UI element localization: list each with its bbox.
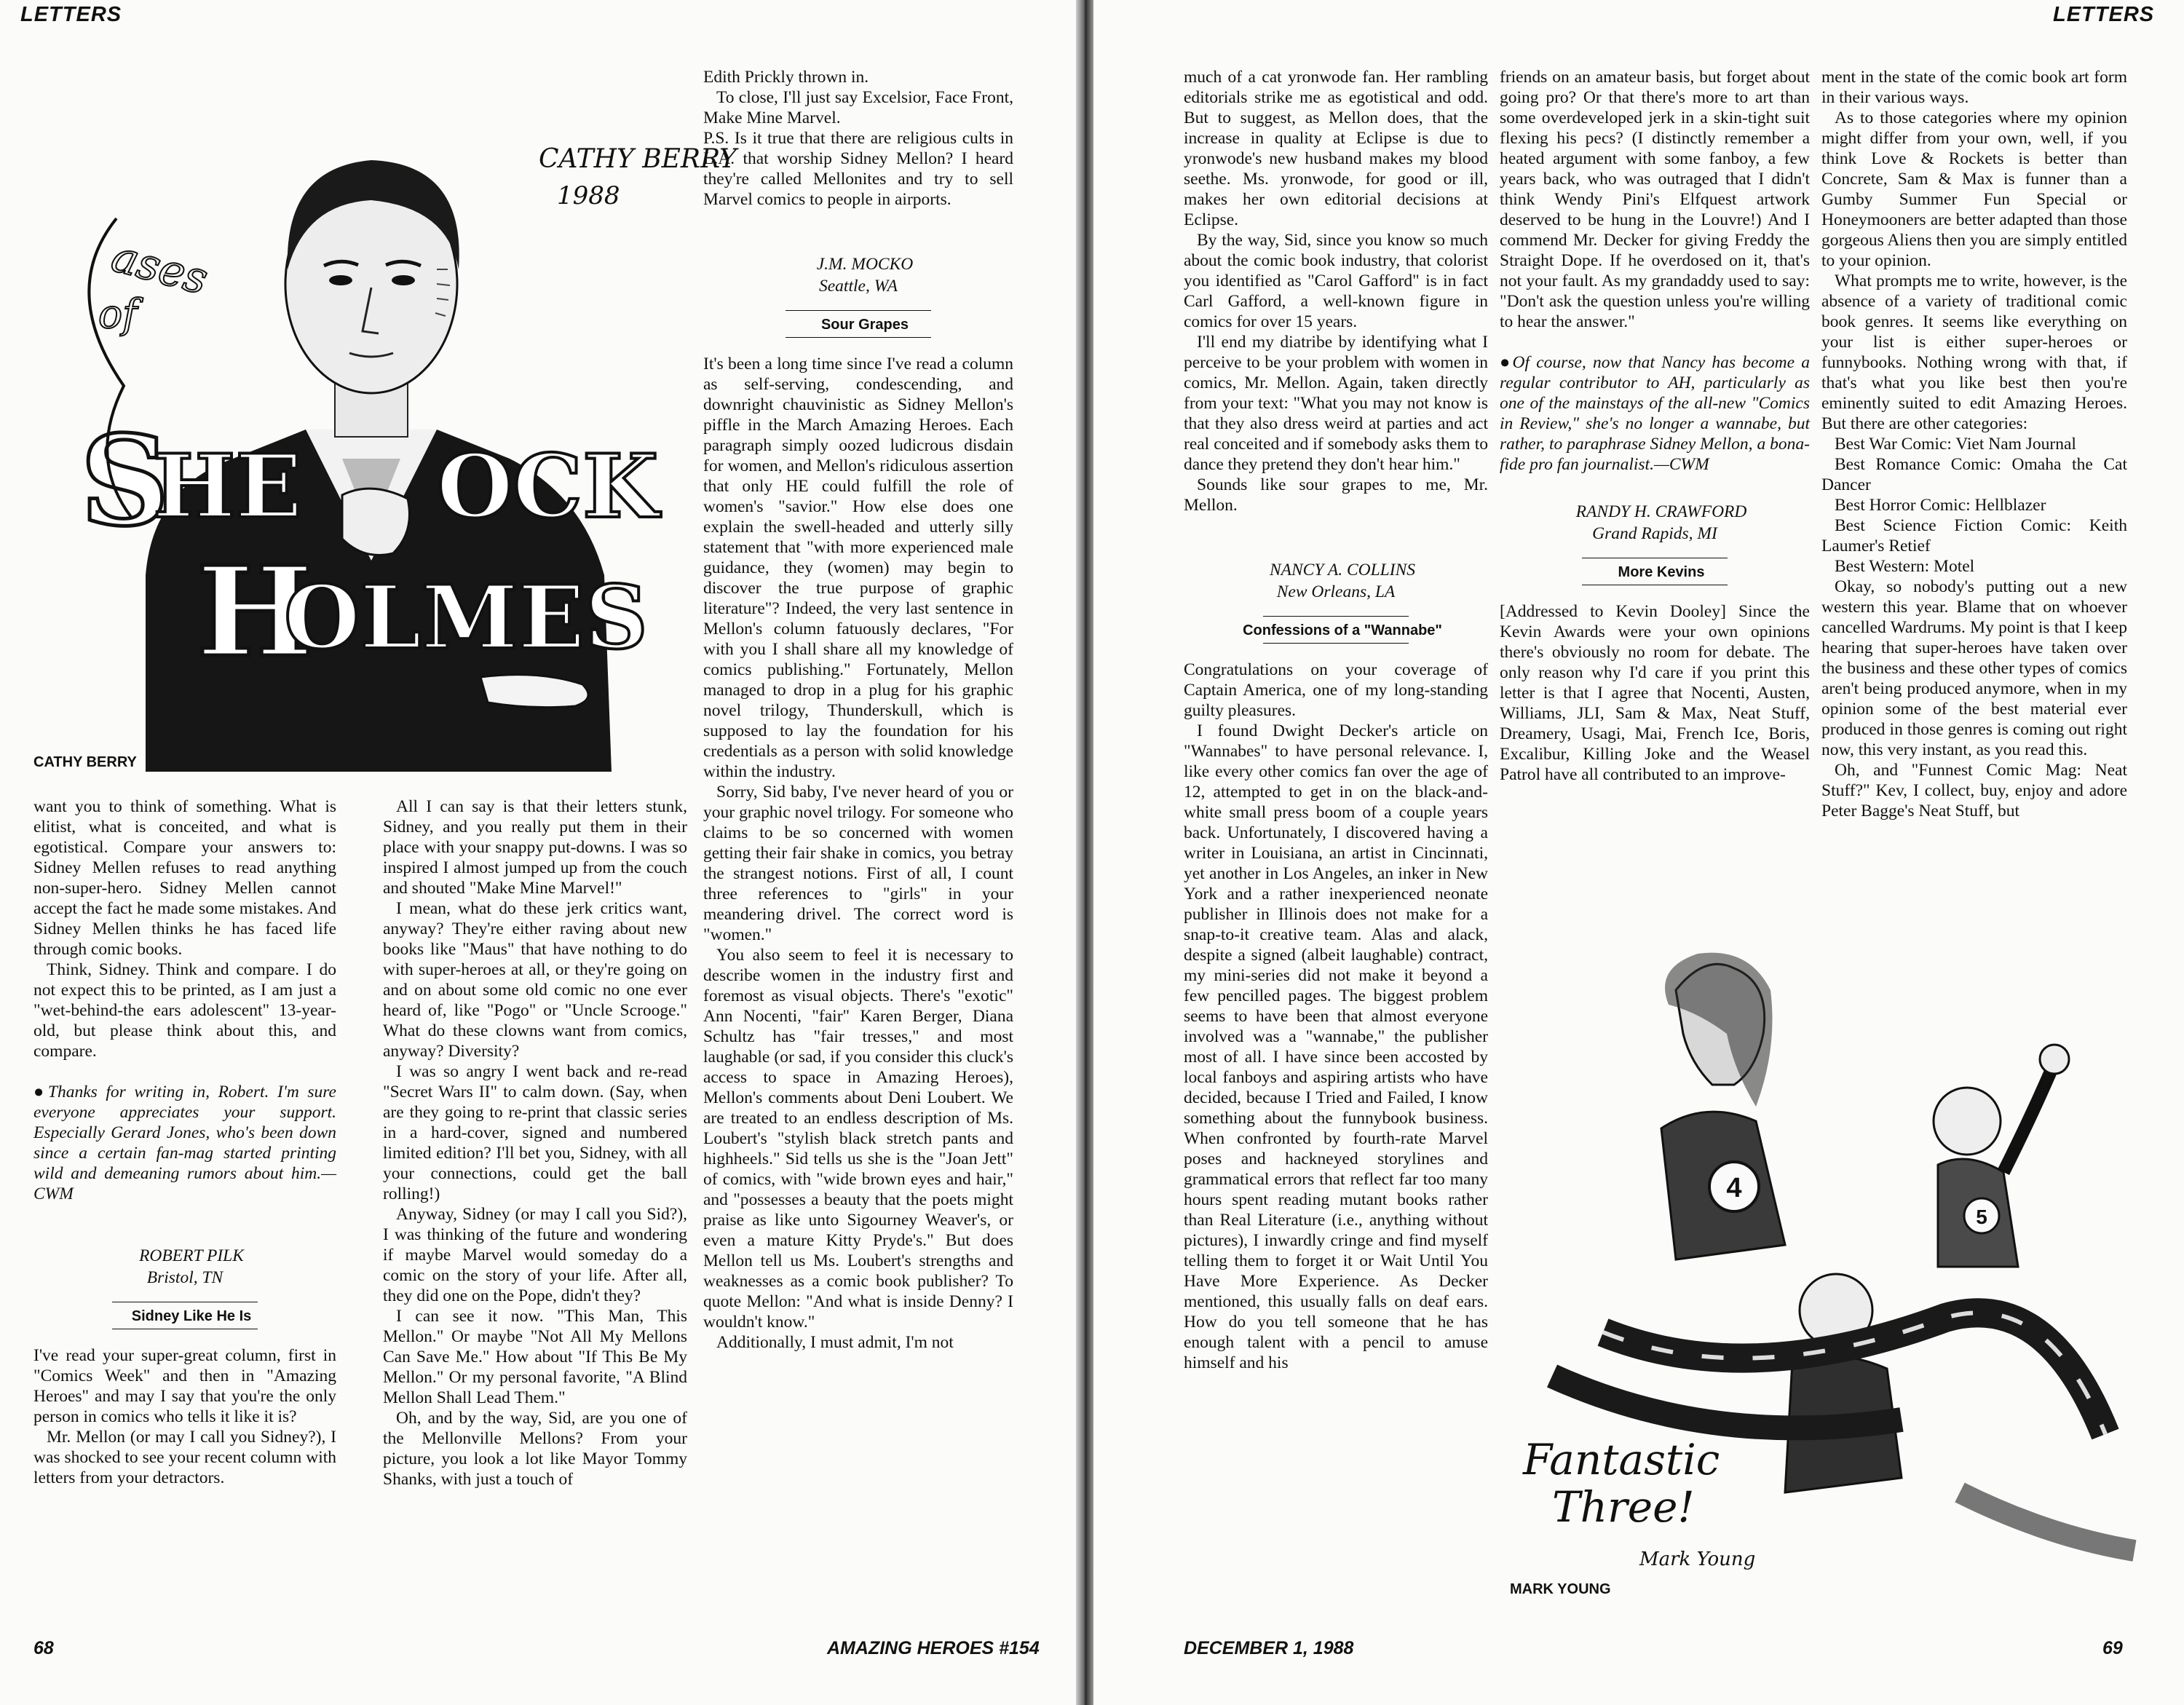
paragraph: By the way, Sid, since you know so much about the comic book industry, that colorist you identified as "Carol Gafford" is in fact Carl Gafford, a well-known figure in comics for over 15 years. [1184,231,1488,331]
svg-text:OLMES: OLMES [284,566,648,669]
paragraph: As to those categories where my opinion might differ from your own, well, if you think Love & Rockets is better than Concrete, Sam & Max is funner than a Gumby Summer Fun Special or Honeymooners are better adapted than those gorgeous Aliens then you are simply entitled to your opinion. [1821,108,2127,270]
signature-name: ROBERT PILK [139,1246,244,1265]
svg-text:HE: HE [153,435,302,538]
badge-4: 4 [1726,1173,1742,1203]
book-gutter [1076,0,1093,1705]
left-page-header: LETTERS [20,3,122,26]
paragraph: To close, I'll just say Excelsior, Face Front, Make Mine Marvel. [703,88,1013,127]
svg-text:H: H [197,539,314,685]
paragraph: [Addressed to Kevin Dooley] Since the Kevin Awards were your own opinions there's obviously no room for debate. The only reason why I'd care if you print this letter is that I agree that Nocenti, Austen, Williams, JLI, Sam & Max, Neat Stuff, Dreamery, Usagi, Mai, French Ice, Boris, Excalibur, Killing Joke and the Weasel Patrol have all contributed to an improve- [1500,602,1810,784]
paragraph: You also seem to feel it is necessary to describe women in the industry first and foremost as visual objects. There's "exotic" Ann Nocenti, "fair" Karen Berger, Diana Schultz has "fair tresses," and most laughable (or sad, if you consider this cluck's access to space in Amazing Heroes), Mellon's comments about Deni Loubert. We are treated to an endless description of Ms. Loubert's "stylish black stretch pants and highheels." Sid tells us she is the "Joan Jett" of comics, with "wide brown eyes and hair," and "possesses a beauty that the poets might praise as like unto Sigourney Weaver's, or even a mature Kitty Pryde's." But does Mellon tell us Ms. Loubert's strengths and weaknesses as a comic book publisher? To quote Mellon: "And what is inside Denny? I wouldn't know." [703,946,1013,1332]
paragraph: I've read your super-great column, first in "Comics Week" and then in "Amazing Heroes" and may I say that you're the only person in comics who tells it like it is? [33,1346,336,1426]
paragraph: much of a cat yronwode fan. Her rambling editorials strike me as egotistical and odd. But to suggest, as Mellon does, that the increase in quality at Eclipse is due to yronwode's new husband makes my blood seethe. Ms. yronwode, for good or ill, makes her own editorial decisions at Eclipse. [1184,68,1488,229]
paragraph: What prompts me to write, however, is the absence of a variety of traditional comic book genres. It seems like everything on your list is either super-heroes or funnybooks. Nothing wrong with that, if that's what you like best then you're eminently suited to edit Amazing Heroes. But there are other categories: [1821,272,2127,433]
genre-item: Best Science Fiction Comic: Keith Laumer's Retief [1821,516,2127,555]
art-signature: Mark Young [1639,1548,1756,1570]
letter-signature [703,253,1013,297]
paragraph: Edith Prickly thrown in. [703,68,869,87]
postscript: P.S. Is it true that there are religious cults in L.A. that worship Sidney Mellon? I heard they're called Mellonites and try to sell Marvel comics to people in airports. [703,129,1013,209]
left-column-1 [33,796,336,1488]
paragraph: Anyway, Sidney (or may I call you Sid?), I was thinking of the future and wondering if maybe Marvel would someday do a comic on the story of your life. After all, they did one on the Pope, didn't they? [383,1205,687,1305]
paragraph: I'll end my diatribe by identifying what I perceive to be your problem with women in comics, Mr. Mellon. Again, taken directly from your text: "What you may not know is that they also dress weird at parties and act real conceited and if somebody asks them to dance they pretend they don't hear him." [1184,333,1488,474]
genre-item: Best Western: Motel [1835,557,1975,576]
signature-name: J.M. MOCKO [816,255,914,274]
paragraph: Congratulations on your coverage of Captain America, one of my long-standing guilty pleasures. [1184,660,1488,720]
svg-text:OCK: OCK [437,435,659,538]
left-column-3 [703,67,1013,1353]
paragraph: I found Dwight Decker's article on "Wannabes" to have personal relevance. I, like every other comics fan over the age of 12, attempted to get in on the black-and-white small press boom of a couple years back. Unfortunately, I discovered having a writer in Louisiana, an artist in Cincinnati, yet another in Los Angeles, an inker in New York and a rather inexperienced neonate publisher in Illinois does not make for a snap-to-it creative team. Alas and alack, despite a signed (albeit laughable) contract, my mini-series did not make it beyond a few pencilled pages. The biggest problem seems to have been that almost everyone involved was a "wannabe," the publisher most of all. I have since been accosted by local fanboys and aspiring artists who have decided, because I Tried and Failed, I know something about the funnybook business. When confronted by fourth-rate Marvel poses and hackneyed storylines and grammatical errors that reflect far too many hours spent reading mutant books rather than Real Literature (i.e., anything without pictures), I inwardly cringe and find myself telling them to forget it or Wait Until You Have More Experience. As Decker mentioned, this usually falls on deaf ears. How do you tell someone that he has enough talent with a pencil to amuse himself and his [1184,721,1488,1372]
signature-place: Bristol, TN [146,1268,223,1287]
letter-signature [1500,501,1810,545]
right-page-header: LETTERS [2053,3,2155,26]
right-page [1093,0,2184,1705]
paragraph: I mean, what do these jerk critics want, anyway? They're either raving about new books like "Maus" that have nothing to do with super-heroes at all, or they're going on and on about some old comic no one ever heard of, like "Pogo" or "Uncle Scrooge." What do these clowns want from comics, anyway? Diversity? [383,899,687,1061]
signature-name: RANDY H. CRAWFORD [1575,502,1747,521]
editor-reply: ●Thanks for writing in, Robert. I'm sure everyone appreciates your support. Especially Gerard Jones, who's been down since a certain fan-mag started printing wild and demeaning rumors about him.—CWM [33,1083,336,1203]
art-credit: MARK YOUNG [1510,1581,1611,1597]
paragraph: Oh, and by the way, Sid, are you one of the Mellonville Mellons? From your picture, you look a lot like Mayor Tommy Shanks, with just a touch of [383,1409,687,1489]
right-column-2 [1500,67,1810,785]
paragraph: Oh, and "Funnest Comic Mag: Neat Stuff?" Kev, I collect, buy, enjoy and adore Peter Bagge's Neat Stuff, but [1821,761,2127,820]
genre-item: Best Horror Comic: Hellblazer [1835,496,2046,515]
signature-place: Seattle, WA [819,277,898,296]
editor-reply: ●Of course, now that Nancy has become a regular contributor to AH, particularly as one of the mainstays of the all-new "Comics in Review," she's no longer a wannabe, but rather, to paraphrase Sidney Mellon, a bona-fide pro fan journalist.—CWM [1500,353,1810,474]
letter-title: Sidney Like He Is [131,1308,252,1324]
paragraph: It's been a long time since I've read a column as self-serving, condescending, and downright chauvinistic as Sidney Mellon's piffle in the March Amazing Heroes. Each paragraph simply oozed ludicrous disdain for women, and Mellon's ridiculous assertion that only HE could fulfill the role of women's "savior." How else does one explain the swell-headed and utterly silly statement that "with more experienced male guidance, they (women) may begin to discover the true purpose of graphic literature"? Indeed, the very last sentence in Mellon's column fatuously declares, "For with you I shall share all my knowledge of comics publishing." Fortunately, Mellon managed to drop in a plug for his graphic novel trilogy, Thunderskull, which is supposed to lay the foundation for his credentials as a person with solid knowledge within the industry. [703,355,1013,781]
paragraph: Mr. Mellon (or may I call you Sidney?), I was shocked to see your recent column with letters from your detractors. [33,1428,336,1487]
paragraph: Sorry, Sid baby, I've never heard of you or your graphic novel trilogy. For someone who claims to be so concerned with women getting their fair shake in comics, you betray the strangest notions. First of all, I count three references to "girls" in your meandering drivel. The correct word is "women." [703,783,1013,944]
right-footer-date: DECEMBER 1, 1988 [1184,1638,1354,1658]
right-column-3 [1821,67,2127,821]
signature-place: Grand Rapids, MI [1592,524,1717,543]
paragraph: I was so angry I went back and re-read "Secret Wars II" to calm down. (Say, when are they going to re-print that classic series in a hard-cover, signed and numbered limited edition? I'll bet you, Sidney, with all your connections, could get the ball rolling!) [383,1062,687,1203]
letter-title: More Kevins [1618,564,1705,580]
art-signature-year: 1988 [557,181,620,210]
fantastic-three-illustration [1494,925,2149,1609]
right-column-1 [1184,67,1488,1373]
genre-item: Best Romance Comic: Omaha the Cat Dancer [1821,455,2127,494]
letter-title: Confessions of a "Wannabe" [1243,622,1442,638]
svg-text:of: of [98,290,138,337]
paragraph: want you to think of something. What is elitist, what is conceited, and what is egotistical. Compare your answers to: Sidney Mellen refuses to read anything non-super-hero. Sidney Mellen cannot accept the fact he made some mistakes. And Sidney Mellen thinks he has faced life through comic books. [33,797,336,959]
paragraph: Okay, so nobody's putting out a new western this year. Blame that on whoever cancelled Wardrums. My point is that I keep hearing that super-heroes have taken over the business and these other types of comics aren't being produced anymore, when in my opinion some of the best material ever produced in those genres is coming out right now, this very instant, as you read this. [1821,577,2127,759]
left-page [0,0,1076,1705]
paragraph: All I can say is that their letters stunk, Sidney, and you really put them in their place with your snappy put-downs. I was so inspired I almost jumped up from the couch and shouted "Make Mine Marvel!" [383,797,687,898]
paragraph: ment in the state of the comic book art form in their various ways. [1821,68,2127,107]
art-caption-line-1: Fantastic [1523,1435,1720,1484]
badge-5: 5 [1976,1206,1987,1228]
left-footer-magazine: AMAZING HEROES #154 [827,1638,1040,1658]
letter-signature [1184,559,1488,603]
paragraph: Think, Sidney. Think and compare. I do not expect this to be printed, as I am just a "wet-behind-the ears adolescent" 13-year-old, but please think about this, and compare. [33,960,336,1061]
svg-text:S: S [80,408,170,554]
svg-text:ases: ases [106,230,213,305]
genre-item: Best War Comic: Viet Nam Journal [1835,435,2076,454]
signature-name: NANCY A. COLLINS [1269,561,1416,579]
left-column-2 [383,796,687,1490]
letter-signature [33,1245,336,1289]
left-footer-page-number: 68 [33,1638,54,1658]
paragraph: friends on an amateur basis, but forget about going pro? Or that there's more to art than some overdeveloped jerk in a skin-tight suit flexing his pecs? (I distinctly remember a heated argument with some fanboy, a few years back, who was outraged that I didn't think Wendy Pini's Elfquest artwork deserved to be hung in the Louvre!) And I commend Mr. Decker for giving Freddy the Straight Dope. If he overdosed on it, that's not your fault. As my grandaddy used to say: "Don't ask the question unless you're willing to hear the answer." [1500,68,1810,331]
paragraph: I can see it now. "This Man, This Mellon." Or maybe "Not All My Mellons Can Save Me." How about "If This Be My Mellon." Or my personal favorite, "A Blind Mellon Shall Lead Them." [383,1307,687,1407]
art-caption-line-2: Three! [1552,1482,1695,1532]
art-signature-name: CATHY BERRY [539,144,737,174]
signature-place: New Orleans, LA [1276,582,1396,601]
paragraph: Sounds like sour grapes to me, Mr. Mellon. [1184,475,1488,515]
letter-title: Sour Grapes [820,317,909,333]
paragraph: Additionally, I must admit, I'm not [716,1333,954,1352]
sherlock-holmes-illustration [29,51,737,772]
right-footer-page-number: 69 [2102,1638,2123,1658]
art-credit: CATHY BERRY [33,754,137,770]
